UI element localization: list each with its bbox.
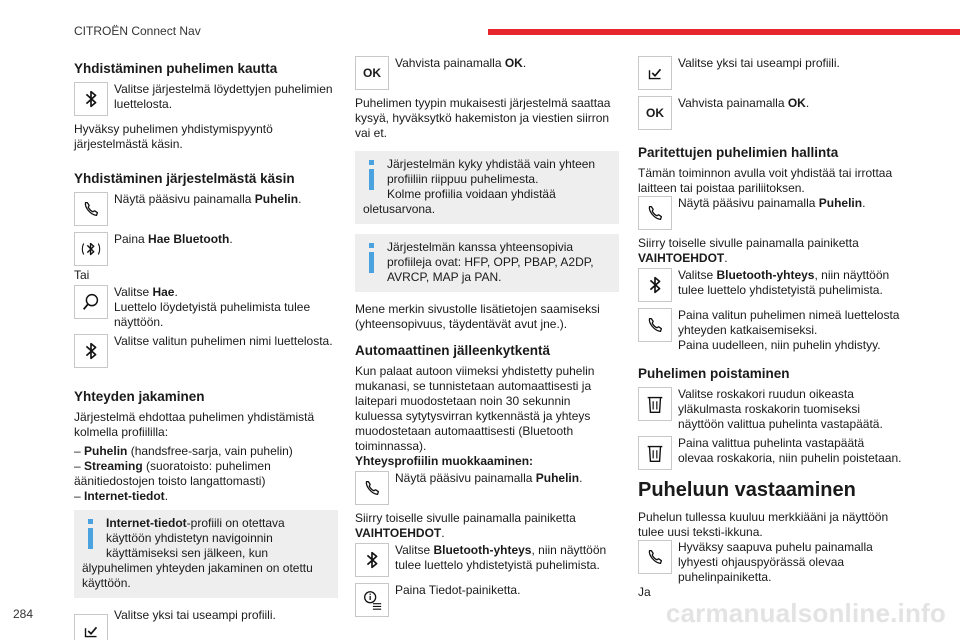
ok-button-icon: OK bbox=[355, 56, 389, 90]
column-1 bbox=[74, 56, 338, 640]
profile-edit-label: Yhteysprofiilin muokkaaminen: bbox=[355, 454, 534, 468]
info-note-icon bbox=[365, 160, 379, 190]
and-text: Ja bbox=[638, 585, 651, 599]
step-trash-show: Valitse roskakori ruudun oikeasta yläkulmasta roskakorin tuomiseksi näyttöön valittua puhelinta vastapäätä. bbox=[638, 387, 902, 432]
step-accept-call: Hyväksy saapuva puhelu painamalla lyhyesti ohjauspyörässä olevaa puhelinpainiketta. bbox=[638, 540, 902, 585]
step-search-bluetooth: Paina Hae Bluetooth. bbox=[74, 232, 338, 268]
heading-connect-from-system: Yhdistäminen järjestelmästä käsin bbox=[74, 171, 295, 186]
info-list-icon bbox=[355, 583, 389, 617]
step-select-profile: Valitse yksi tai useampi profiili. bbox=[638, 56, 902, 92]
trash-icon bbox=[638, 387, 672, 421]
options-text: Siirry toiselle sivulle painamalla painiketta VAIHTOEHDOT. bbox=[638, 236, 859, 265]
phone-icon bbox=[638, 540, 672, 574]
heading-answer-call: Puheluun vastaaminen bbox=[638, 479, 856, 501]
list-item: – Puhelin (handsfree-sarja, vain puhelin) bbox=[74, 444, 293, 458]
accept-request-text: Hyväksy puhelimen yhdistymispyyntö järjestelmästä käsin. bbox=[74, 122, 273, 151]
bluetooth-search-icon bbox=[74, 232, 108, 266]
step-select-phone: Valitse valitun puhelimen nimi luettelosta. bbox=[74, 334, 338, 370]
step-show-phone: Näytä pääsivu painamalla Puhelin. bbox=[74, 192, 338, 228]
info-note-icon bbox=[84, 519, 98, 549]
checkbox-icon bbox=[638, 56, 672, 90]
heading-manage-paired: Paritettujen puhelimien hallinta bbox=[638, 145, 839, 160]
step-select-system: Valitse järjestelmä löydettyjen puhelimien luettelosta. bbox=[74, 82, 338, 118]
trash-icon bbox=[638, 436, 672, 470]
page-number: 284 bbox=[13, 607, 34, 621]
header-accent-bar bbox=[488, 29, 960, 35]
step-confirm-ok: OK Vahvista painamalla OK. bbox=[638, 96, 902, 132]
checkbox-icon bbox=[74, 614, 108, 640]
column-3 bbox=[638, 56, 902, 604]
step-details: Paina Tiedot-painiketta. bbox=[355, 583, 619, 619]
phone-icon bbox=[355, 471, 389, 505]
watermark: carmanualsonline.info bbox=[665, 598, 946, 628]
step-confirm-ok: OK Vahvista painamalla OK. bbox=[355, 56, 619, 92]
more-info: Mene merkin sivustolle lisätietojen saamiseksi (yhteensopivuus, täydentävät avut jne.). bbox=[355, 302, 600, 331]
step-search: Valitse Hae. Luettelo löydetyistä puhelimista tulee näyttöön. bbox=[74, 285, 338, 330]
list-item: – Streaming (suoratoisto: puhelimen äänitiedostojen toisto langattomasti) bbox=[74, 459, 271, 488]
step-select-profile: Valitse yksi tai useampi profiili. bbox=[74, 608, 338, 640]
confirm-para: Puhelimen tyypin mukaisesti järjestelmä saattaa kysyä, hyväksytkö hakemiston ja viestien siirron vai et. bbox=[355, 96, 611, 140]
ok-button-icon: OK bbox=[638, 96, 672, 130]
heading-delete-phone: Puhelimen poistaminen bbox=[638, 366, 790, 381]
running-header: CITROËN Connect Nav bbox=[74, 24, 201, 38]
phone-icon bbox=[74, 192, 108, 226]
phone-icon bbox=[638, 196, 672, 230]
auto-para: Kun palaat autoon viimeksi yhdistetty puhelin mukanasi, se tunnistetaan automaattisesti ja laitepari muodostetaan noin 30 sekunnin kuluessa sytytysvirran kytkennästä ja yhteys muodostetaan automaattisesti (Bluetooth toiminnassa). bbox=[355, 364, 595, 453]
heading-auto-reconnect: Automaattinen jälleenkytkentä bbox=[355, 343, 551, 358]
heading-connection-sharing: Yhteyden jakaminen bbox=[74, 389, 205, 404]
info-note: Järjestelmän kanssa yhteensopivia profiileja ovat: HFP, OPP, PBAP, A2DP, AVRCP, MAP ja PAN. bbox=[355, 234, 619, 292]
step-show-phone: Näytä pääsivu painamalla Puhelin. bbox=[638, 196, 902, 232]
options-text: Siirry toiselle sivulle painamalla painiketta VAIHTOEHDOT. bbox=[355, 511, 576, 540]
heading-connect-from-phone: Yhdistäminen puhelimen kautta bbox=[74, 61, 278, 76]
info-note: Internet-tiedot-profiili on otettava käyttöön yhdistetyn navigoinnin käyttämiseksi sen jälkeen, kun älypuhelimen yhteyden jakaminen on otettu käyttöön. bbox=[74, 510, 338, 598]
share-intro: Järjestelmä ehdottaa puhelimen yhdistämistä kolmella profiililla: bbox=[74, 410, 315, 439]
info-note: Järjestelmän kyky yhdistää vain yhteen profiiliin riippuu puhelimesta. Kolme profiilia voidaan yhdistää oletusarvona. bbox=[355, 151, 619, 224]
bluetooth-icon bbox=[638, 268, 672, 302]
column-2 bbox=[355, 56, 619, 623]
step-disconnect: Paina valitun puhelimen nimeä luettelosta yhteyden katkaisemiseksi. Paina uudelleen, niin puhelin yhdistyy. bbox=[638, 308, 902, 353]
phone-icon bbox=[638, 308, 672, 342]
step-bluetooth-connection: Valitse Bluetooth-yhteys, niin näyttöön tulee luettelo yhdistetyistä puhelimista. bbox=[638, 268, 902, 304]
search-icon bbox=[74, 285, 108, 319]
info-note-icon bbox=[365, 243, 379, 273]
step-show-phone: Näytä pääsivu painamalla Puhelin. bbox=[355, 471, 619, 507]
manage-para: Tämän toiminnon avulla voit yhdistää tai irrottaa laitteen tai poistaa pariliitoksen. bbox=[638, 166, 893, 195]
list-item: – Internet-tiedot. bbox=[74, 489, 169, 503]
answer-para: Puhelun tullessa kuuluu merkkiääni ja näyttöön tulee uusi teksti-ikkuna. bbox=[638, 510, 889, 539]
bluetooth-icon bbox=[74, 334, 108, 368]
step-bluetooth-connection: Valitse Bluetooth-yhteys, niin näyttöön tulee luettelo yhdistetyistä puhelimista. bbox=[355, 543, 619, 579]
or-text: Tai bbox=[74, 268, 90, 282]
bluetooth-icon bbox=[74, 82, 108, 116]
step-trash-delete: Paina valittua puhelinta vastapäätä olevaa roskakoria, niin puhelin poistetaan. bbox=[638, 436, 902, 472]
bluetooth-icon bbox=[355, 543, 389, 577]
